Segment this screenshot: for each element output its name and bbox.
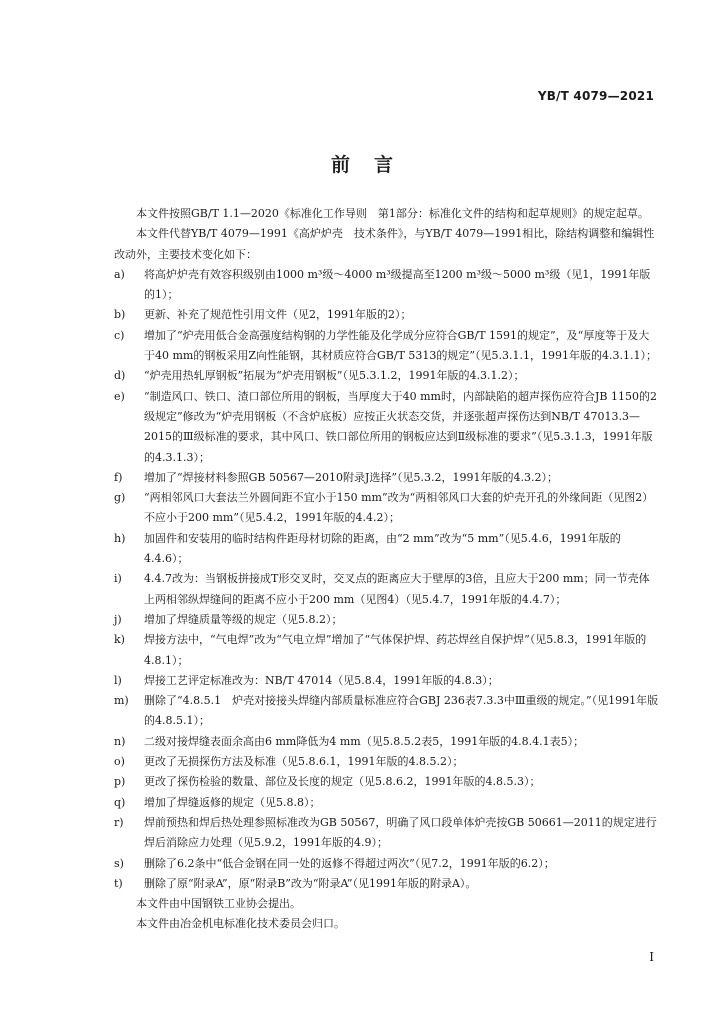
list-item-text: 增加了“炉壳用低合金高强度结构钢的力学性能及化学成分应符合GB/T 1591的规定”，及“厚度等于及大于40 mm的钢板采用Z向性能钢，其材质应符合GB/T 5313的规定”（见5.3.1.1，1991年版的4.3.1.1）； (144, 328, 657, 363)
list-marker: q) (114, 795, 126, 809)
list-marker: k) (114, 633, 125, 647)
list-item-text: 4.4.7改为：当钢板拼接成T形交叉时，交叉点的距离应大于壁厚的3倍，且应大于200 mm；同一节壳体上两相邻纵焊缝间的距离不应小于200 mm（见图4）（见5.4.7，1991年版的4.4.7）； (144, 572, 650, 606)
list-marker: i) (114, 572, 122, 586)
list-item-text: 焊接方法中，“气电焊”改为“气电立焊”增加了“气体保护焊、药芯焊丝自保护焊”（见5.8.3，1991年版的4.8.1）； (144, 633, 647, 667)
list-marker: c) (114, 328, 125, 342)
list-item-text: “两相邻风口大套法兰外圆间距不宜小于150 mm”改为“两相邻风口大套的炉壳开孔的外缘间距（见图2）不应小于200 mm”（见5.4.2，1991年版的4.4.2）； (144, 491, 654, 525)
list-marker: o) (114, 755, 125, 769)
list-item (114, 752, 660, 772)
list-item (114, 326, 660, 367)
list-item-text: 增加了焊缝返修的规定（见5.8.8）； (144, 795, 321, 809)
list-item (114, 366, 660, 386)
intro-paragraph: 本文件代替YB/T 4079—1991《高炉炉壳 技术条件》，与YB/T 4079—1991相比，除结构调整和编辑性改动外，主要技术变化如下： (114, 227, 655, 261)
list-marker: p) (114, 775, 126, 789)
closing-paragraph: 本文件由冶金机电标准化技术委员会归口。 (136, 917, 345, 931)
list-marker: l) (114, 673, 122, 687)
list-marker: h) (114, 531, 126, 545)
list-item (114, 610, 660, 630)
list-item (114, 529, 660, 570)
list-item (114, 793, 660, 813)
list-item-text: 更改了无损探伤方法及标准（见5.8.6.1，1991年版的4.8.5.2）； (144, 755, 464, 769)
list-item (114, 772, 660, 792)
list-item-text: 增加了“焊接材料参照GB 50567—2010附录J选择”（见5.3.2，1991年版的4.3.2）； (144, 470, 558, 484)
list-item (114, 387, 660, 468)
list-item (114, 854, 660, 874)
standard-number: YB/T 4079—2021 (537, 89, 654, 103)
list-marker: b) (114, 308, 126, 322)
page-number: I (649, 950, 654, 964)
list-item-text: “制造风口、铁口、渣口部位所用的钢板，当厚度大于40 mm时，内部缺陷的超声探伤应符合JB 1150的2级规定”修改为“炉壳用钢板（不含炉底板）应按正火状态交货，并逐张超声探伤达到NB/T 47013.3—2015的Ⅲ级标准的要求，其中风口、铁口部位所用的钢板应达到Ⅱ级标准的要求”（见5.3.1.3，1991年版的4.3.1.3）； (144, 389, 657, 464)
list-marker: s) (114, 856, 124, 870)
list-item (114, 265, 660, 306)
list-item-text: 增加了焊缝质量等级的规定（见5.8.2）； (144, 612, 343, 626)
list-marker: a) (114, 267, 125, 281)
list-item-text: 二级对接焊缝表面余高由6 mm降低为4 mm（见5.8.5.2表5，1991年版的4.8.4.1表5）； (144, 734, 585, 748)
changes-list (114, 265, 660, 894)
page-title: 前言 (330, 154, 417, 176)
preface-body (114, 204, 660, 935)
list-item (114, 488, 660, 529)
list-item (114, 874, 660, 894)
list-item-text: 焊前预热和焊后热处理参照标准改为GB 50567，明确了风口段单体炉壳按GB 50661—2011的规定进行焊后消除应力处理（见5.9.2，1991年版的4.9）； (144, 815, 657, 850)
list-item (114, 671, 660, 691)
list-item (114, 732, 660, 752)
list-item-text: 删除了原“附录A”，原“附录B”改为“附录A”（见1991年版的附录A）。 (144, 876, 477, 890)
list-marker: j) (114, 612, 122, 626)
list-marker: e) (114, 389, 125, 403)
list-item-text: 将高炉炉壳有效容积级别由1000 m³级～4000 m³级提高至1200 m³级～5000 m³级（见1，1991年版的1）； (144, 267, 651, 302)
list-item-text: 删除了“4.8.5.1 炉壳对接接头焊缝内部质量标准应符合GBJ 236表7.3.3中Ⅲ重级的规定。”（见1991年版的4.8.5.1）； (144, 694, 659, 728)
list-item-text: “炉壳用热轧厚钢板”拓展为“炉壳用钢板”（见5.3.1.2，1991年版的4.3.1.2）； (144, 369, 525, 383)
list-marker: n) (114, 734, 126, 748)
list-marker: d) (114, 369, 126, 383)
list-item (114, 468, 660, 488)
list-marker: r) (114, 815, 124, 829)
intro-paragraph: 本文件按照GB/T 1.1—2020《标准化工作导则 第1部分：标准化文件的结构和起草规则》的规定起草。 (136, 207, 649, 220)
list-item-text: 加固件和安装用的临时结构件距母材切除的距离，由“2 mm”改为“5 mm”（见5.4.6，1991年版的4.4.6）； (144, 531, 621, 566)
list-marker: t) (114, 876, 123, 890)
list-item (114, 630, 660, 671)
list-marker: g) (114, 491, 126, 505)
list-marker: f) (114, 470, 123, 484)
list-item (114, 569, 660, 610)
list-item (114, 691, 660, 732)
list-item (114, 305, 660, 325)
list-item (114, 813, 660, 854)
closing-paragraph: 本文件由中国钢铁工业协会提出。 (136, 897, 301, 911)
list-item-text: 更改了探伤检验的数量、部位及长度的规定（见5.8.6.2，1991年版的4.8.5.3）； (144, 775, 541, 789)
list-marker: m) (114, 694, 129, 708)
list-item-text: 焊接工艺评定标准改为：NB/T 47014（见5.8.4，1991年版的4.8.3）； (144, 673, 499, 687)
list-item-text: 更新、补充了规范性引用文件（见2，1991年版的2）； (144, 308, 412, 322)
list-item-text: 删除了6.2条中“低合金钢在同一处的返修不得超过两次”（见7.2，1991年版的6.2）； (144, 856, 555, 870)
